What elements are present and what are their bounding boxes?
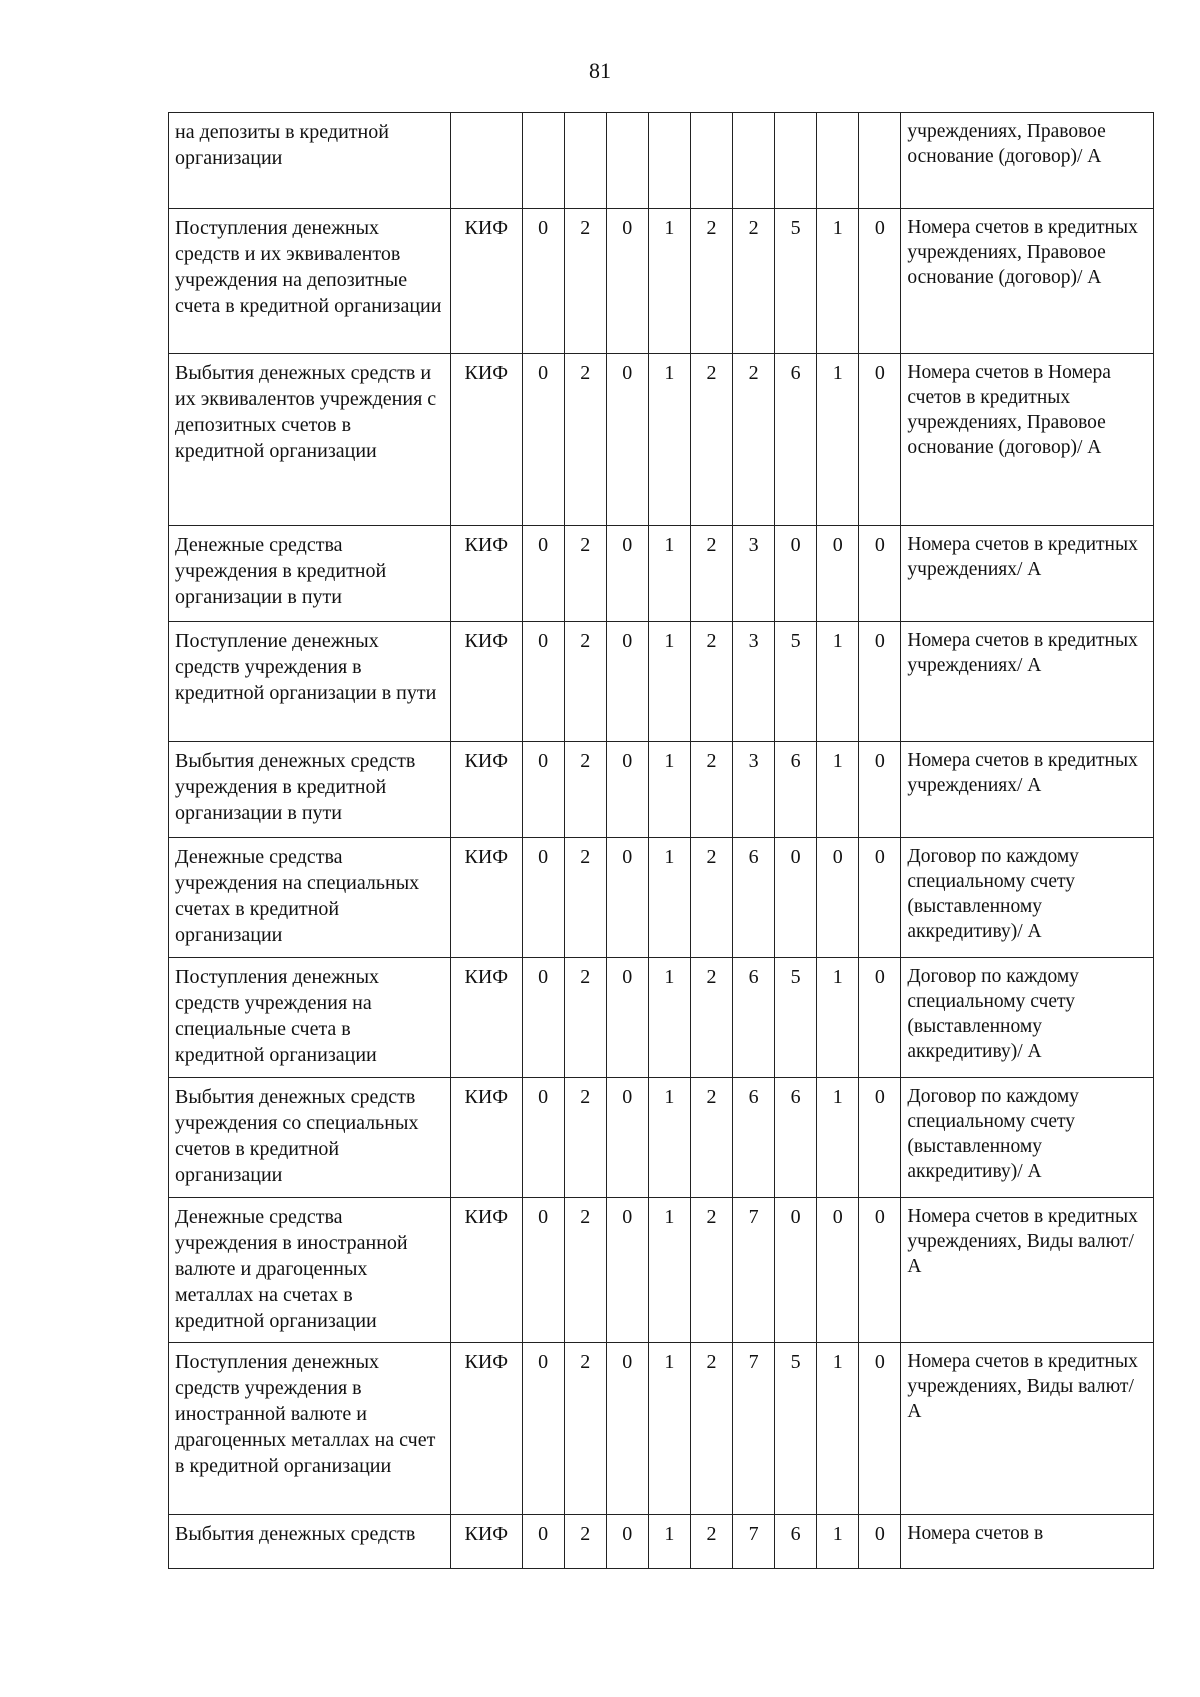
- analytics-basis: Номера счетов в кредитных учреждениях/ А: [901, 742, 1154, 838]
- account-digit: 5: [775, 958, 817, 1078]
- account-digit: 0: [859, 958, 901, 1078]
- account-digit: 3: [733, 526, 775, 622]
- accounts-table: [168, 112, 1154, 1569]
- account-digit: 1: [648, 209, 690, 354]
- account-code-prefix: КИФ: [451, 1343, 523, 1515]
- account-code-prefix: КИФ: [451, 1078, 523, 1198]
- account-digit: [859, 113, 901, 209]
- account-digit: 1: [817, 742, 859, 838]
- account-digit: 0: [522, 1078, 564, 1198]
- account-digit: 3: [733, 742, 775, 838]
- account-digit: 2: [564, 1343, 606, 1515]
- account-digit: 1: [817, 209, 859, 354]
- account-digit: 0: [775, 838, 817, 958]
- account-code-prefix: КИФ: [451, 1515, 523, 1569]
- account-name: Поступление денежных средств учреждения в кредитной организации в пути: [169, 622, 451, 742]
- account-digit: 0: [606, 1515, 648, 1569]
- account-name: Денежные средства учреждения в иностранной валюте и драгоценных металлах на счетах в кредитной организации: [169, 1198, 451, 1343]
- account-digit: 2: [564, 1078, 606, 1198]
- account-digit: 0: [817, 526, 859, 622]
- account-digit: [817, 113, 859, 209]
- account-digit: 0: [859, 1515, 901, 1569]
- account-digit: 0: [859, 1198, 901, 1343]
- account-digit: [648, 113, 690, 209]
- account-digit: 2: [690, 1515, 732, 1569]
- account-code-prefix: КИФ: [451, 838, 523, 958]
- account-name: на депозиты в кредитной организации: [169, 113, 451, 209]
- account-digit: 2: [564, 622, 606, 742]
- analytics-basis: Номера счетов в кредитных учреждениях, Виды валют/ А: [901, 1343, 1154, 1515]
- account-digit: 2: [690, 742, 732, 838]
- account-digit: 1: [648, 838, 690, 958]
- account-digit: [606, 113, 648, 209]
- account-digit: 1: [648, 1078, 690, 1198]
- account-digit: 1: [648, 958, 690, 1078]
- account-digit: 2: [733, 354, 775, 526]
- account-digit: 1: [817, 1078, 859, 1198]
- account-digit: 2: [564, 526, 606, 622]
- account-digit: 0: [522, 209, 564, 354]
- analytics-basis: Номера счетов в кредитных учреждениях/ А: [901, 526, 1154, 622]
- account-digit: 1: [817, 1343, 859, 1515]
- account-digit: 6: [733, 958, 775, 1078]
- account-digit: 0: [859, 742, 901, 838]
- account-digit: 7: [733, 1343, 775, 1515]
- account-code-prefix: КИФ: [451, 209, 523, 354]
- account-digit: 0: [522, 1515, 564, 1569]
- account-digit: 2: [690, 958, 732, 1078]
- account-digit: 0: [522, 742, 564, 838]
- account-digit: 0: [775, 526, 817, 622]
- account-name: Выбытия денежных средств: [169, 1515, 451, 1569]
- table-row: [169, 1515, 1154, 1569]
- account-digit: 0: [859, 209, 901, 354]
- account-digit: 0: [606, 622, 648, 742]
- account-digit: 6: [733, 1078, 775, 1198]
- account-digit: 1: [817, 354, 859, 526]
- account-digit: 2: [690, 622, 732, 742]
- account-digit: 1: [648, 1198, 690, 1343]
- account-digit: 0: [606, 526, 648, 622]
- table-row: [169, 1343, 1154, 1515]
- analytics-basis: Номера счетов в Номера счетов в кредитных учреждениях, Правовое основание (договор)/ А: [901, 354, 1154, 526]
- account-digit: 0: [775, 1198, 817, 1343]
- account-digit: [733, 113, 775, 209]
- table-row: [169, 354, 1154, 526]
- account-digit: 2: [733, 209, 775, 354]
- account-digit: 1: [648, 742, 690, 838]
- analytics-basis: Номера счетов в: [901, 1515, 1154, 1569]
- account-name: Выбытия денежных средств учреждения в кредитной организации в пути: [169, 742, 451, 838]
- account-digit: 2: [564, 838, 606, 958]
- account-digit: 5: [775, 1343, 817, 1515]
- table-row: [169, 622, 1154, 742]
- analytics-basis: Номера счетов в кредитных учреждениях, Виды валют/ А: [901, 1198, 1154, 1343]
- account-digit: 0: [859, 622, 901, 742]
- account-digit: 0: [522, 622, 564, 742]
- account-digit: 5: [775, 209, 817, 354]
- account-digit: 0: [522, 1198, 564, 1343]
- account-digit: 1: [817, 1515, 859, 1569]
- account-name: Поступления денежных средств учреждения в иностранной валюте и драгоценных металлах на счет в кредитной организации: [169, 1343, 451, 1515]
- account-digit: 0: [859, 838, 901, 958]
- account-code-prefix: КИФ: [451, 1198, 523, 1343]
- analytics-basis: Номера счетов в кредитных учреждениях, Правовое основание (договор)/ А: [901, 209, 1154, 354]
- account-digit: 6: [775, 742, 817, 838]
- account-digit: 2: [564, 742, 606, 838]
- account-name: Выбытия денежных средств и их эквивалентов учреждения с депозитных счетов в кредитной организации: [169, 354, 451, 526]
- account-digit: 6: [775, 1515, 817, 1569]
- account-digit: 2: [690, 354, 732, 526]
- analytics-basis: Договор по каждому специальному счету (выставленному аккредитиву)/ А: [901, 1078, 1154, 1198]
- account-digit: 2: [690, 1198, 732, 1343]
- account-digit: 5: [775, 622, 817, 742]
- account-digit: 2: [564, 958, 606, 1078]
- account-digit: 0: [522, 1343, 564, 1515]
- account-name: Поступления денежных средств и их эквивалентов учреждения на депозитные счета в кредитной организации: [169, 209, 451, 354]
- account-digit: 0: [817, 838, 859, 958]
- analytics-basis: Договор по каждому специальному счету (выставленному аккредитиву)/ А: [901, 838, 1154, 958]
- table-row: [169, 526, 1154, 622]
- account-name: Поступления денежных средств учреждения на специальные счета в кредитной организации: [169, 958, 451, 1078]
- account-digit: 2: [690, 526, 732, 622]
- table-row: [169, 1198, 1154, 1343]
- account-digit: 2: [690, 1078, 732, 1198]
- account-digit: 2: [690, 1343, 732, 1515]
- account-digit: 6: [775, 354, 817, 526]
- account-digit: 0: [859, 526, 901, 622]
- account-digit: 0: [606, 742, 648, 838]
- analytics-basis: учреждениях, Правовое основание (договор)/ А: [901, 113, 1154, 209]
- account-digit: 0: [606, 958, 648, 1078]
- account-digit: 1: [648, 1515, 690, 1569]
- account-digit: 0: [859, 1078, 901, 1198]
- account-digit: 0: [522, 838, 564, 958]
- account-digit: 2: [564, 209, 606, 354]
- account-digit: 7: [733, 1515, 775, 1569]
- analytics-basis: Номера счетов в кредитных учреждениях/ А: [901, 622, 1154, 742]
- account-name: Выбытия денежных средств учреждения со специальных счетов в кредитной организации: [169, 1078, 451, 1198]
- page-number: 81: [589, 58, 611, 83]
- account-digit: 0: [522, 354, 564, 526]
- table-row: [169, 742, 1154, 838]
- account-digit: 0: [859, 354, 901, 526]
- account-digit: [775, 113, 817, 209]
- account-digit: 1: [648, 354, 690, 526]
- account-code-prefix: КИФ: [451, 622, 523, 742]
- account-digit: 7: [733, 1198, 775, 1343]
- account-digit: 1: [817, 958, 859, 1078]
- table-row: [169, 1078, 1154, 1198]
- account-digit: 6: [775, 1078, 817, 1198]
- account-digit: [564, 113, 606, 209]
- account-digit: 0: [606, 1198, 648, 1343]
- account-digit: 2: [564, 1198, 606, 1343]
- table-row: [169, 958, 1154, 1078]
- analytics-basis: Договор по каждому специальному счету (выставленному аккредитиву)/ А: [901, 958, 1154, 1078]
- account-code-prefix: КИФ: [451, 526, 523, 622]
- account-digit: [690, 113, 732, 209]
- table-row: [169, 209, 1154, 354]
- account-digit: 0: [859, 1343, 901, 1515]
- account-digit: 2: [564, 354, 606, 526]
- account-digit: 1: [648, 622, 690, 742]
- account-code-prefix: КИФ: [451, 958, 523, 1078]
- account-digit: 1: [648, 526, 690, 622]
- account-name: Денежные средства учреждения в кредитной организации в пути: [169, 526, 451, 622]
- account-code-prefix: [451, 113, 523, 209]
- account-digit: 2: [690, 838, 732, 958]
- account-name: Денежные средства учреждения на специальных счетах в кредитной организации: [169, 838, 451, 958]
- account-digit: 0: [606, 838, 648, 958]
- account-digit: 0: [606, 1343, 648, 1515]
- account-digit: 2: [690, 209, 732, 354]
- account-digit: 3: [733, 622, 775, 742]
- account-digit: 2: [564, 1515, 606, 1569]
- table-row: [169, 113, 1154, 209]
- account-digit: 0: [606, 354, 648, 526]
- account-digit: 6: [733, 838, 775, 958]
- account-digit: 0: [522, 526, 564, 622]
- account-digit: 0: [817, 1198, 859, 1343]
- account-code-prefix: КИФ: [451, 354, 523, 526]
- account-digit: 1: [817, 622, 859, 742]
- account-digit: 1: [648, 1343, 690, 1515]
- account-code-prefix: КИФ: [451, 742, 523, 838]
- account-digit: 0: [606, 209, 648, 354]
- table-row: [169, 838, 1154, 958]
- account-digit: 0: [606, 1078, 648, 1198]
- account-digit: [522, 113, 564, 209]
- account-digit: 0: [522, 958, 564, 1078]
